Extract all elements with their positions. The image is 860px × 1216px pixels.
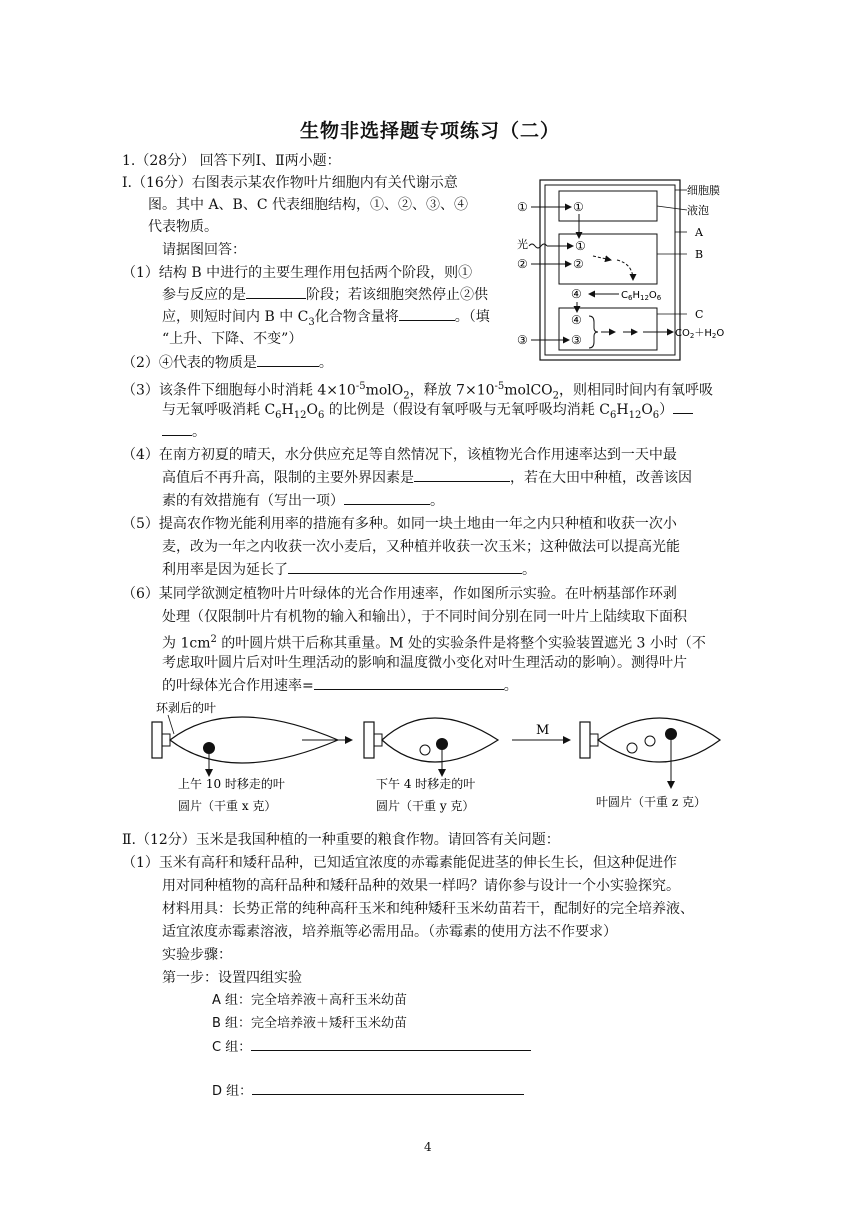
step-one: 第一步：设置四组实验 [162, 970, 302, 986]
q1-4-line3: 素的有效措施有（写出一项） 。 [162, 490, 444, 512]
caption-1-line2: 圆片（干重 x 克） [178, 799, 277, 813]
light-wave-icon [529, 244, 547, 248]
label-cell-membrane: 细胞膜 [687, 184, 720, 197]
q1-1-line3: 应，则短时间内 B 中 $C_3$化合物含量将 。（填 [162, 306, 490, 334]
mark-1-vacuole: ① [573, 200, 584, 214]
answer-blank[interactable] [257, 352, 319, 367]
answer-blank[interactable] [673, 399, 693, 414]
q1-6-line2: 处理（仅限制叶片有机物的输入和输出），于不同时间分别在同一叶片上陆续取下面积 [162, 609, 687, 625]
leaf-disk-hole [645, 736, 655, 746]
label-vacuole: 液泡 [687, 204, 709, 217]
q1-6-line5: 的叶绿体光合作用速率= 。 [162, 675, 518, 697]
leaf-disk-removed [665, 728, 677, 740]
mark-3-outside: ③ [517, 333, 528, 347]
answer-blank[interactable] [288, 559, 522, 574]
mark-1-outside: ① [517, 200, 528, 214]
page-number: 4 [424, 1140, 432, 1154]
mark-4-in-c: ④ [571, 313, 582, 327]
partII-intro: Ⅱ.（12分）玉米是我国种植的一种重要的粮食作物。请回答有关问题： [122, 832, 560, 848]
mark-3-in-c: ③ [571, 333, 582, 347]
q2-1-line4: 适宜浓度赤霉素溶液，培养瓶等必需用品。（赤霉素的使用方法不作要求） [162, 924, 617, 940]
leaf-disk-experiment-diagram [140, 696, 740, 820]
partI-intro-1: Ⅰ.（16分）右图表示某农作物叶片细胞内有关代谢示意 [122, 175, 458, 191]
partI-intro-4: 请据图回答： [162, 242, 246, 258]
answer-blank[interactable] [252, 1080, 524, 1095]
q1-1-line1: （1）结构 B 中进行的主要生理作用包括两个阶段，则① [122, 265, 473, 281]
leaf-3 [580, 718, 720, 788]
girdled-leaf-label: 环剥后的叶 [156, 701, 217, 715]
q2-1-line1: （1）玉米有高秆和矮秆品种，已知适宜浓度的赤霉素能促进茎的伸长生长，但这种促进作 [122, 855, 677, 871]
cell-metabolism-diagram [515, 176, 745, 366]
group-b: B 组：完全培养液＋矮秆玉米幼苗 [212, 1016, 408, 1031]
m-label: M [536, 723, 550, 738]
answer-blank[interactable] [246, 284, 306, 299]
cell-membrane [545, 185, 675, 355]
answer-blank[interactable] [251, 1036, 531, 1051]
page-title: 生物非选择题专项练习（二） [299, 120, 560, 142]
leaf-1 [152, 717, 338, 776]
q1-3-line2: 与无氧呼吸消耗 $C_6H_{12}O_6$ 的比例是（假设有氧呼吸与无氧呼吸均消耗 $C_6H_{12}O_6$） [162, 399, 693, 427]
group-c: C 组： [212, 1036, 531, 1059]
leaf-disk-removed [203, 742, 215, 754]
mark-4-upper: ④ [571, 287, 582, 301]
partI-intro-2: 图。其中 A、B、C 代表细胞结构，①、②、③、④ [148, 197, 469, 213]
q1-5-line3: 利用率是因为延长了 。 [162, 559, 536, 581]
label-b: B [695, 248, 704, 261]
q1-2-line: （2）④代表的物质是 。 [122, 352, 333, 374]
leaf-disk-hole [420, 745, 430, 755]
answer-blank[interactable] [314, 675, 504, 690]
q2-1-line3: 材料用具：长势正常的纯种高秆玉米和纯种矮秆玉米幼苗若干，配制好的完全培养液、 [162, 901, 694, 917]
mark-1-in-b: ① [575, 239, 586, 253]
q1-6-line3: 为 $1cm^2$ 的叶圆片烘干后称其重量。M 处的实验条件是将整个实验装置遮光 3 小时（不 [162, 634, 706, 652]
q1-6-line1: （6）某同学欲测定植物叶片叶绿体的光合作用速率，作如图所示实验。在叶柄基部作环剥 [122, 586, 677, 602]
caption-1-line1: 上午 10 时移走的叶 [178, 777, 285, 791]
leaf-2 [364, 718, 498, 776]
q2-1-line2: 用对同种植物的高秆品种和矮秆品种的效果一样吗？请你参与设计一个小实验探究。 [162, 878, 680, 894]
leaf-disk-hole [627, 743, 637, 753]
label-a: A [695, 226, 703, 239]
answer-blank[interactable] [162, 421, 192, 436]
q1-4-line2: 高值后不再升高，限制的主要外界因素是 ，若在大田中种植，改善该因 [162, 467, 692, 489]
q1-3-line3: 。 [162, 421, 206, 443]
q1-4-line1: （4）在南方初夏的晴天，水分供应充足等自然情况下，该植物光合作用速率达到一天中最 [122, 447, 677, 463]
label-c: C [695, 308, 704, 321]
caption-2-line2: 圆片（干重 y 克） [376, 799, 475, 813]
answer-blank[interactable] [414, 467, 510, 482]
light-label: 光 [517, 238, 528, 251]
q1-1-line4: “上升、下降、不变”） [162, 331, 303, 347]
q1-5-line2: 麦，改为一年之内收获一次小麦后，又种植并收获一次玉米；这种做法可以提高光能 [162, 539, 680, 555]
products-formula: $CO_2+H_2O$ [675, 328, 725, 340]
group-d: D 组： [212, 1080, 524, 1103]
answer-blank[interactable] [399, 306, 455, 321]
q1-6-line4: 考虑取叶圆片后对叶生理活动的影响和温度微小变化对叶生理活动的影响）。测得叶片 [162, 655, 687, 671]
q1-5-line1: （5）提高农作物光能利用率的措施有多种。如同一块土地由一年之内只种植和收获一次小 [122, 516, 677, 532]
brace [589, 316, 598, 348]
glucose-formula: $C_6H_{12}O_6$ [621, 290, 662, 302]
answer-blank[interactable] [344, 490, 430, 505]
group-a: A 组：完全培养液＋高秆玉米幼苗 [212, 993, 408, 1008]
q1-1-line2: 参与反应的是 阶段；若该细胞突然停止②供 [162, 284, 488, 306]
mark-2-outside: ② [517, 257, 528, 271]
partI-intro-3: 代表物质。 [148, 219, 218, 235]
caption-3: 叶圆片（干重 z 克） [596, 795, 706, 809]
mark-2-in-b: ② [573, 257, 584, 271]
q1-3-line1: （3）该条件下细胞每小时消耗 $4\times 10^{-5}molO_2$，释放 $7\times 10^{-5}molCO_2$，则相同时间内有氧呼吸 [122, 381, 714, 402]
experiment-steps-label: 实验步骤： [162, 947, 232, 963]
q1-head: 1.（28分） 回答下列Ⅰ、Ⅱ两小题： [122, 153, 341, 169]
caption-2-line1: 下午 4 时移走的叶 [376, 777, 476, 791]
leaf-disk-removed [436, 738, 448, 750]
